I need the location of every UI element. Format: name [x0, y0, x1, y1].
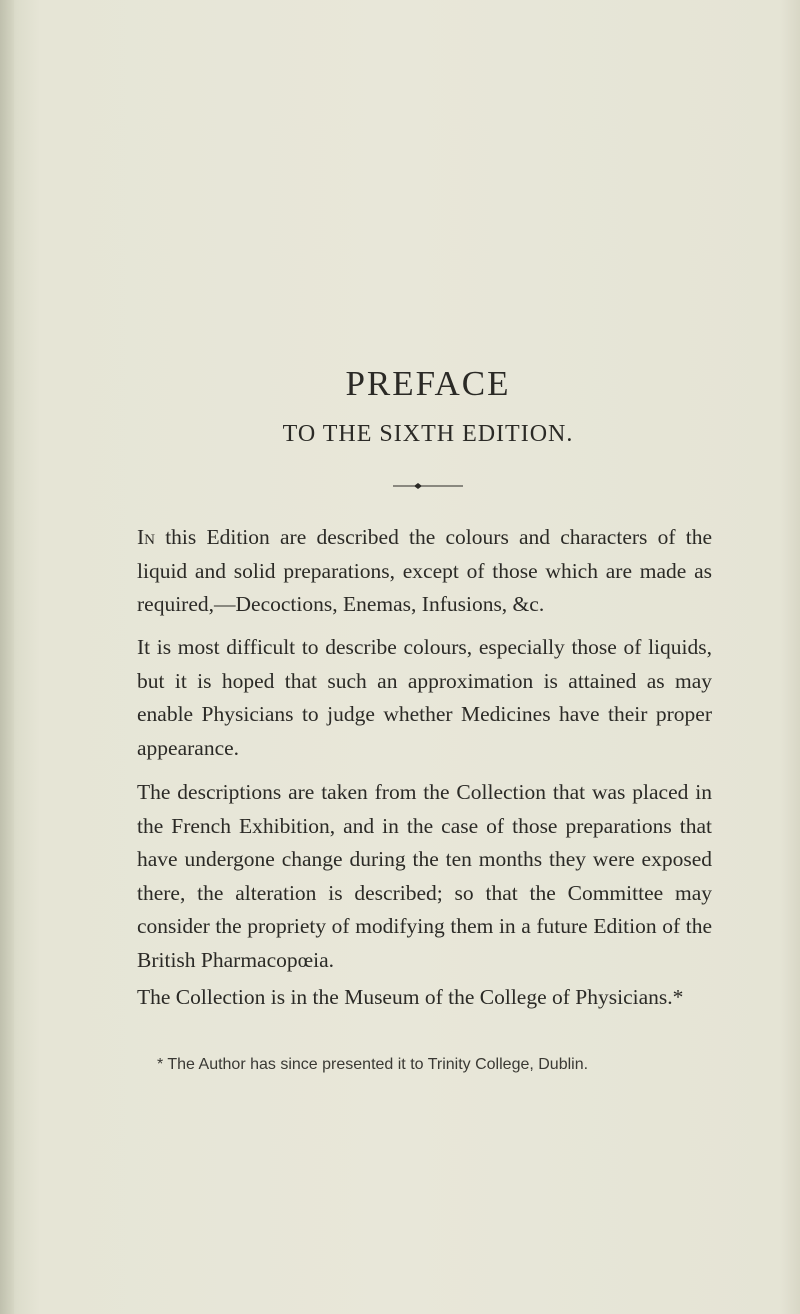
diamond-rule-icon — [393, 480, 463, 492]
page-title: PREFACE — [345, 364, 511, 403]
footnote: * The Author has since presented it to Trinity College, Dublin. — [157, 1056, 589, 1073]
paragraph-4: The Collection is in the Museum of the College of Physicians.* — [137, 985, 684, 1009]
paragraph-1 — [137, 521, 712, 622]
paragraph-1-text: this Edition are described the colours and characters of the liquid and solid preparations, except of those which are made as required,—Decoctions, Enemas, Infusions, &c. — [137, 525, 712, 616]
paragraph-2: It is most difficult to describe colours, especially those of liquids, but it is hoped that such an approximation is attained as may enable Physicians to judge whether Medicines have their proper appearance. — [137, 635, 712, 760]
paragraph-3: The descriptions are taken from the Collection that was placed in the French Exhibition, and in the case of those preparations that have undergone change during the ten months they were exposed there, the alteration is described; so that the Committee may consider the propriety of modifying them in a future Edition of the British Pharmacopœia. — [137, 780, 712, 972]
divider-ornament — [0, 479, 800, 495]
page-subtitle: TO THE SIXTH EDITION. — [282, 421, 574, 447]
paragraph-1-lead: In — [137, 525, 155, 549]
book-spine-edge — [0, 0, 14, 1314]
